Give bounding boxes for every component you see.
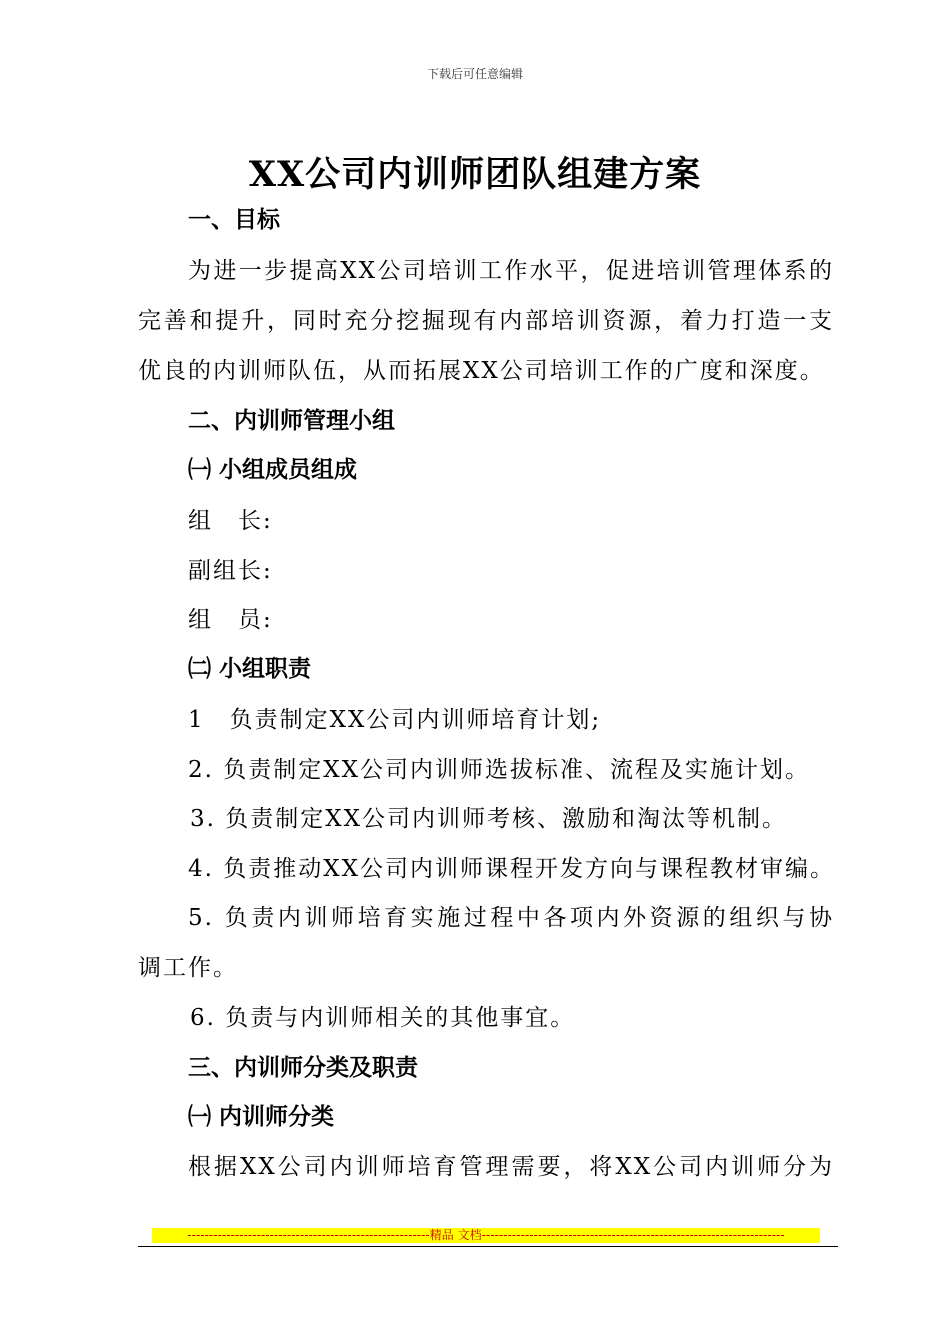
subsection-heading-trainer-types: ㈠ 内训师分类 bbox=[188, 1104, 335, 1130]
page-header-note: 下载后可任意编辑 bbox=[426, 67, 523, 81]
footer-label: 精品 文档 bbox=[429, 1228, 482, 1242]
duty-item-3: 3. 负责制定XX公司内训师考核、激励和淘汰等机制。 bbox=[190, 806, 788, 832]
classification-paragraph-line-1: 根据XX公司内训师培育管理需要，将XX公司内训师分为 bbox=[188, 1154, 834, 1180]
duty-item-1: 1 负责制定XX公司内训师培育计划; bbox=[188, 707, 602, 733]
duty-item-5-line-1: 5. 负责内训师培育实施过程中各项内外资源的组织与协 bbox=[188, 905, 834, 931]
footer-divider bbox=[138, 1246, 838, 1247]
duty-item-5-line-2: 调工作。 bbox=[138, 955, 238, 981]
member-role-members: 组 员: bbox=[188, 607, 273, 633]
duty-item-4: 4. 负责推动XX公司内训师课程开发方向与课程教材审编。 bbox=[188, 856, 836, 882]
footer-dashes-right: ---------------------------------------------------------------------- bbox=[481, 1228, 785, 1242]
objective-paragraph-line-3: 优良的内训师队伍，从而拓展XX公司培训工作的广度和深度。 bbox=[138, 358, 825, 384]
section-heading-management-group: 二、内训师管理小组 bbox=[188, 408, 395, 434]
duty-item-6: 6. 负责与内训师相关的其他事宜。 bbox=[190, 1005, 576, 1031]
footer-dashes-left: -------------------------------------------------------- bbox=[187, 1228, 430, 1242]
objective-paragraph-line-2: 完善和提升，同时充分挖掘现有内部培训资源，着力打造一支 bbox=[138, 308, 834, 334]
section-heading-classification: 三、内训师分类及职责 bbox=[188, 1055, 418, 1081]
footer-watermark-bar bbox=[152, 1228, 820, 1243]
objective-paragraph-line-1: 为进一步提高XX公司培训工作水平，促进培训管理体系的 bbox=[188, 258, 834, 284]
duty-item-2: 2. 负责制定XX公司内训师选拔标准、流程及实施计划。 bbox=[188, 757, 811, 783]
member-role-leader: 组 长: bbox=[188, 508, 273, 534]
member-role-vice-leader: 副组长: bbox=[188, 558, 273, 584]
section-heading-objective: 一、目标 bbox=[188, 207, 280, 233]
subsection-heading-members: ㈠ 小组成员组成 bbox=[188, 457, 358, 483]
document-title: XX公司内训师团队组建方案 bbox=[248, 154, 702, 195]
subsection-heading-duties: ㈡ 小组职责 bbox=[188, 656, 312, 682]
